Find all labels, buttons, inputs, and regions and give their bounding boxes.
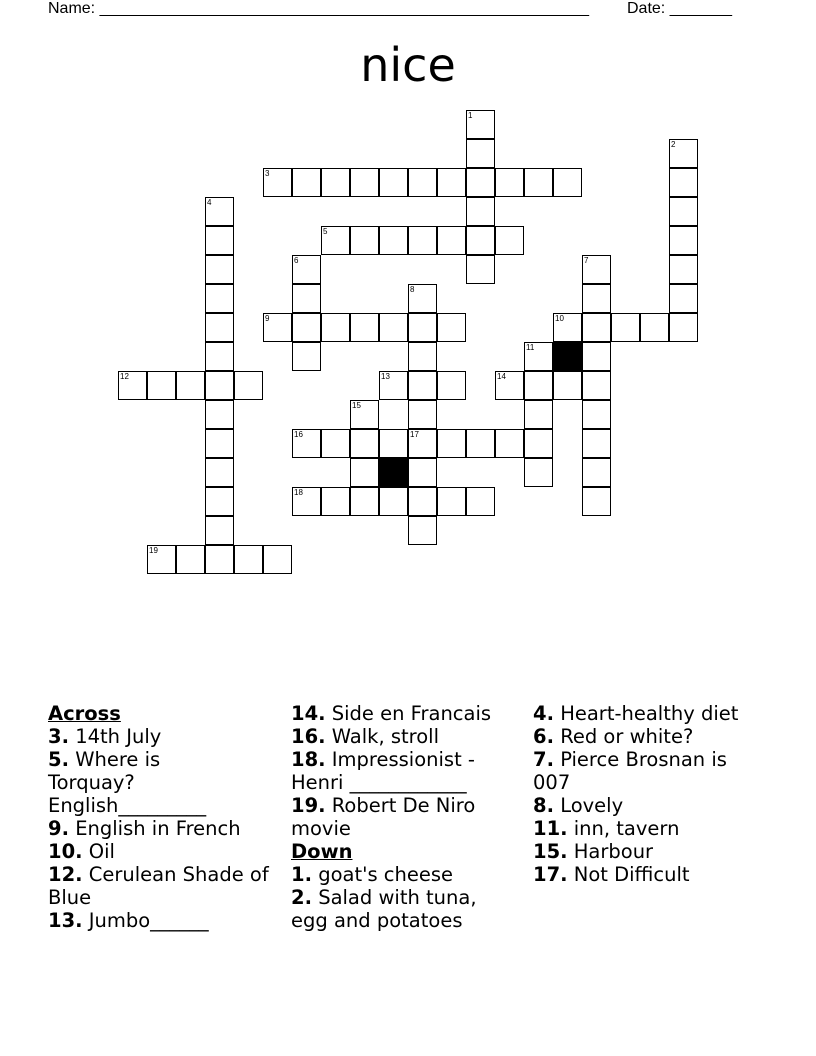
grid-cell[interactable] <box>321 487 350 516</box>
clue-number: 15 <box>352 401 361 410</box>
grid-cell[interactable] <box>669 139 698 168</box>
clue-number: 1 <box>468 111 473 120</box>
grid-cell[interactable] <box>466 255 495 284</box>
grid-cell[interactable] <box>437 487 466 516</box>
clue-down-17: 17. Not Difficult <box>533 863 690 886</box>
grid-cell[interactable] <box>408 168 437 197</box>
grid-cell[interactable] <box>379 168 408 197</box>
grid-cell[interactable] <box>321 313 350 342</box>
grid-cell[interactable] <box>379 226 408 255</box>
clue-number: 6 <box>294 256 299 265</box>
clue-number: 19 <box>149 546 158 555</box>
grid-cell[interactable] <box>408 342 437 371</box>
grid-cell[interactable] <box>205 313 234 342</box>
down-heading: Down <box>291 840 353 863</box>
grid-cell[interactable] <box>553 168 582 197</box>
puzzle-title: nice <box>360 38 456 92</box>
clue-across-5: 5. Where is Torquay? English_________ <box>48 748 207 817</box>
clue-across-10: 10. Oil <box>48 840 115 863</box>
grid-cell[interactable] <box>350 400 379 429</box>
grid-cell[interactable] <box>350 487 379 516</box>
grid-cell[interactable] <box>379 371 408 400</box>
clue-across-12: 12. Cerulean Shade of Blue <box>48 863 269 909</box>
clue-down-6: 6. Red or white? <box>533 725 694 748</box>
grid-cell[interactable] <box>205 226 234 255</box>
grid-cell[interactable] <box>582 313 611 342</box>
grid-cell[interactable] <box>234 371 263 400</box>
grid-cell[interactable] <box>292 342 321 371</box>
grid-cell[interactable] <box>582 284 611 313</box>
grid-cell[interactable] <box>321 168 350 197</box>
clue-number: 12 <box>120 372 129 381</box>
clue-across-18: 18. Impressionist - Henri ____________ <box>291 748 475 794</box>
clue-down-7: 7. Pierce Brosnan is 007 <box>533 748 727 794</box>
grid-cell[interactable] <box>524 429 553 458</box>
grid-cell[interactable] <box>379 487 408 516</box>
grid-cell[interactable] <box>437 168 466 197</box>
grid-cell[interactable] <box>350 429 379 458</box>
grid-cell[interactable] <box>408 516 437 545</box>
grid-cell[interactable] <box>437 371 466 400</box>
clue-number: 13 <box>381 372 390 381</box>
grid-cell[interactable] <box>437 429 466 458</box>
clue-down-2: 2. Salad with tuna, egg and potatoes <box>291 886 477 932</box>
grid-cell[interactable] <box>669 284 698 313</box>
clue-column-3 <box>533 702 763 886</box>
grid-cell[interactable] <box>669 313 698 342</box>
grid-cell[interactable] <box>408 371 437 400</box>
clue-across-9: 9. English in French <box>48 817 241 840</box>
grid-cell[interactable] <box>466 139 495 168</box>
grid-cell[interactable] <box>205 284 234 313</box>
grid-cell[interactable] <box>176 371 205 400</box>
grid-cell[interactable] <box>524 371 553 400</box>
clue-across-3: 3. 14th July <box>48 725 162 748</box>
grid-cell[interactable] <box>205 400 234 429</box>
clue-number: 8 <box>410 285 415 294</box>
grid-cell[interactable] <box>582 342 611 371</box>
date-field-label: Date: _______ <box>627 0 732 17</box>
grid-cell[interactable] <box>495 226 524 255</box>
grid-cell[interactable] <box>292 429 321 458</box>
clue-across-19: 19. Robert De Niro movie <box>291 794 476 840</box>
grid-cell[interactable] <box>234 545 263 574</box>
grid-block <box>553 342 582 371</box>
grid-cell[interactable] <box>321 429 350 458</box>
grid-cell[interactable] <box>205 429 234 458</box>
clue-across-16: 16. Walk, stroll <box>291 725 439 748</box>
grid-cell[interactable] <box>466 487 495 516</box>
clue-number: 3 <box>265 169 270 178</box>
grid-cell[interactable] <box>408 458 437 487</box>
grid-cell[interactable] <box>437 313 466 342</box>
grid-cell[interactable] <box>205 371 234 400</box>
grid-cell[interactable] <box>205 255 234 284</box>
grid-cell[interactable] <box>495 371 524 400</box>
grid-cell[interactable] <box>437 226 466 255</box>
grid-cell[interactable] <box>669 226 698 255</box>
grid-cell[interactable] <box>205 458 234 487</box>
name-field-label: Name: _______________________________________________________ <box>48 0 589 17</box>
grid-cell[interactable] <box>669 168 698 197</box>
grid-cell[interactable] <box>379 313 408 342</box>
grid-cell[interactable] <box>176 545 205 574</box>
grid-cell[interactable] <box>669 255 698 284</box>
clue-across-14: 14. Side en Francais <box>291 702 492 725</box>
grid-cell[interactable] <box>640 313 669 342</box>
grid-cell[interactable] <box>466 226 495 255</box>
grid-cell[interactable] <box>263 545 292 574</box>
grid-cell[interactable] <box>466 197 495 226</box>
grid-cell[interactable] <box>292 255 321 284</box>
grid-cell[interactable] <box>350 168 379 197</box>
grid-cell[interactable] <box>350 313 379 342</box>
clue-number: 4 <box>207 198 212 207</box>
grid-cell[interactable] <box>582 429 611 458</box>
grid-cell[interactable] <box>205 516 234 545</box>
grid-cell[interactable] <box>292 168 321 197</box>
grid-cell[interactable] <box>292 487 321 516</box>
clue-down-11: 11. inn, tavern <box>533 817 680 840</box>
grid-cell[interactable] <box>524 458 553 487</box>
clue-number: 11 <box>526 343 535 352</box>
clue-number: 14 <box>497 372 506 381</box>
grid-cell[interactable] <box>408 226 437 255</box>
grid-cell[interactable] <box>466 429 495 458</box>
grid-cell[interactable] <box>350 226 379 255</box>
clue-number: 9 <box>265 314 270 323</box>
grid-cell[interactable] <box>582 400 611 429</box>
grid-cell[interactable] <box>611 313 640 342</box>
grid-cell[interactable] <box>582 255 611 284</box>
grid-cell[interactable] <box>263 168 292 197</box>
grid-cell[interactable] <box>147 371 176 400</box>
grid-cell[interactable] <box>524 168 553 197</box>
grid-cell[interactable] <box>582 458 611 487</box>
grid-cell[interactable] <box>669 197 698 226</box>
clue-across-13: 13. Jumbo______ <box>48 909 209 932</box>
grid-cell[interactable] <box>321 226 350 255</box>
clue-down-15: 15. Harbour <box>533 840 654 863</box>
clue-down-1: 1. goat's cheese <box>291 863 454 886</box>
clue-down-4: 4. Heart-healthy diet <box>533 702 739 725</box>
grid-cell[interactable] <box>292 313 321 342</box>
grid-cell[interactable] <box>292 284 321 313</box>
clue-number: 5 <box>323 227 328 236</box>
grid-cell[interactable] <box>582 371 611 400</box>
grid-cell[interactable] <box>495 168 524 197</box>
grid-cell[interactable] <box>553 313 582 342</box>
grid-cell[interactable] <box>205 487 234 516</box>
grid-cell[interactable] <box>408 284 437 313</box>
grid-cell[interactable] <box>408 429 437 458</box>
grid-cell[interactable] <box>553 371 582 400</box>
grid-cell[interactable] <box>205 342 234 371</box>
grid-cell[interactable] <box>582 487 611 516</box>
grid-cell[interactable] <box>495 429 524 458</box>
grid-cell[interactable] <box>408 487 437 516</box>
grid-cell[interactable] <box>524 400 553 429</box>
grid-cell[interactable] <box>263 313 292 342</box>
across-heading: Across <box>48 702 121 725</box>
clue-number: 2 <box>671 140 676 149</box>
clue-number: 10 <box>555 314 564 323</box>
grid-cell[interactable] <box>205 197 234 226</box>
clue-down-8: 8. Lovely <box>533 794 624 817</box>
grid-cell[interactable] <box>118 371 147 400</box>
grid-block <box>379 458 408 487</box>
clue-number: 18 <box>294 488 303 497</box>
clue-number: 16 <box>294 430 303 439</box>
grid-cell[interactable] <box>408 400 437 429</box>
grid-cell[interactable] <box>147 545 176 574</box>
clue-column-2 <box>291 702 513 932</box>
grid-cell[interactable] <box>379 429 408 458</box>
grid-cell[interactable] <box>524 342 553 371</box>
clue-column-1 <box>48 702 280 932</box>
grid-cell[interactable] <box>350 458 379 487</box>
grid-cell[interactable] <box>466 110 495 139</box>
grid-cell[interactable] <box>466 168 495 197</box>
grid-cell[interactable] <box>408 313 437 342</box>
clue-number: 17 <box>410 430 419 439</box>
grid-cell[interactable] <box>205 545 234 574</box>
clue-number: 7 <box>584 256 589 265</box>
